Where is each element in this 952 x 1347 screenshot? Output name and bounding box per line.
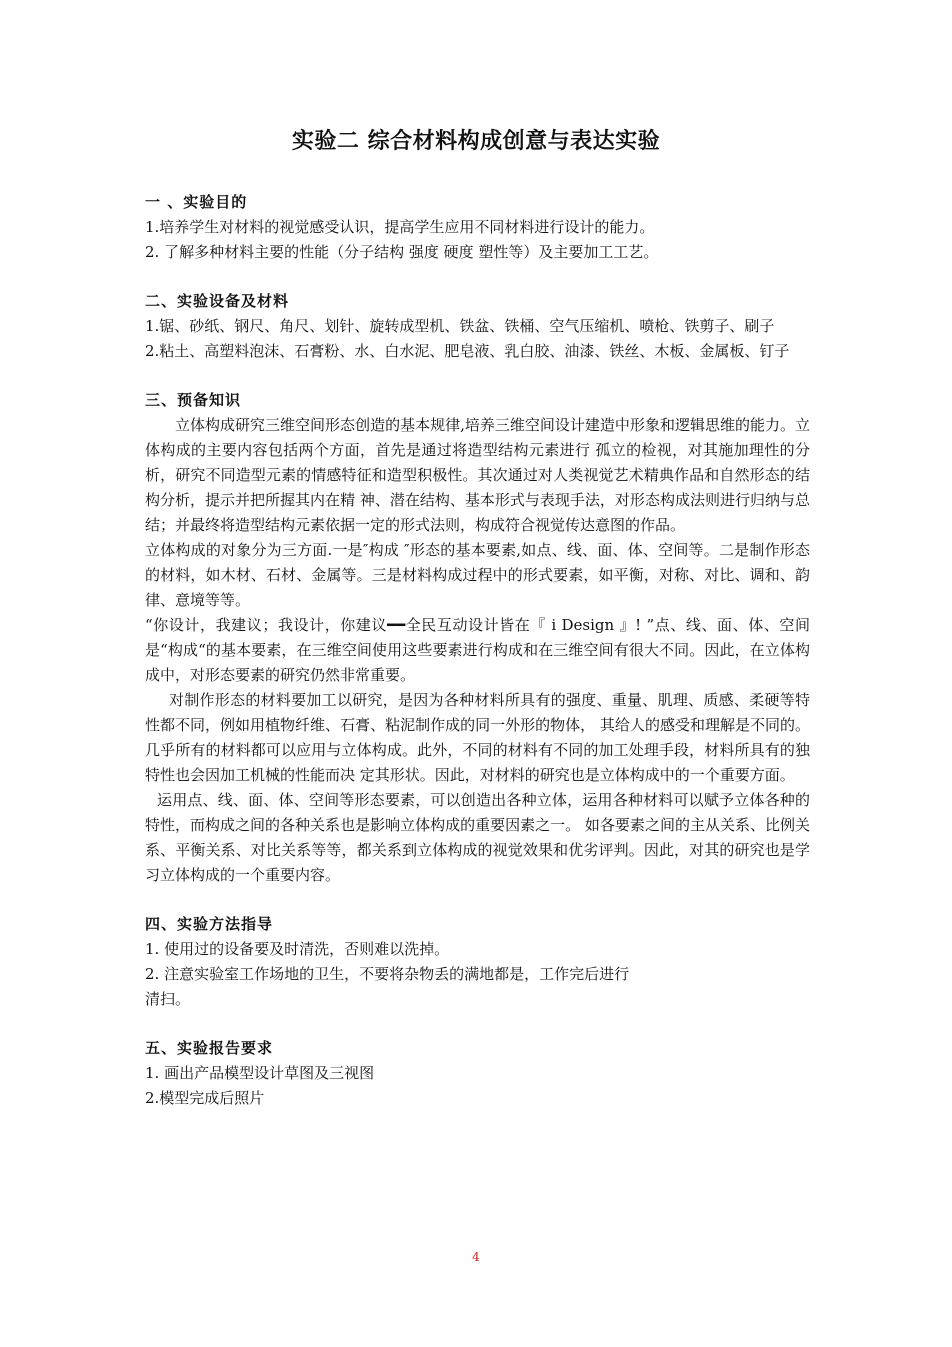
section-line: 2. 注意实验室工作场地的卫生，不要将杂物丢的满地都是，工作完后进行 xyxy=(145,965,630,983)
section-heading: 四、实验方法指导 xyxy=(145,915,274,933)
section-heading: 三、预备知识 xyxy=(145,391,242,409)
section-line: 1.培养学生对材料的视觉感受认识，提高学生应用不同材料进行设计的能力。 xyxy=(145,218,655,236)
section-line: 清扫。 xyxy=(145,990,191,1008)
paragraph: “你设计，我建议；我设计，你建议━━全民互动设计皆在『 i Design 』! ”点、线、面、体、空间是“构成“的基本要素，在三维空间使用这些要素进行构成和在三维空间有很大不同。因此，在立体构成中，对形态要素的研究仍然非常重要。 xyxy=(145,616,810,684)
section-line: 2. 了解多种材料主要的性能（分子结构 强度 硬度 塑性等）及主要加工工艺。 xyxy=(145,243,659,261)
section-purpose xyxy=(145,190,810,265)
section-equipment xyxy=(145,289,810,364)
section-line: 1. 使用过的设备要及时清洗，否则难以洗掉。 xyxy=(145,940,450,958)
section-heading: 一 、实验目的 xyxy=(145,193,248,211)
section-line: 1.锯、砂纸、钢尺、角尺、划针、旋转成型机、铁盆、铁桶、空气压缩机、喷枪、铁剪子、刷子 xyxy=(145,317,775,335)
section-heading: 二、实验设备及材料 xyxy=(145,292,290,310)
section-line: 2.粘土、高塑料泡沫、石膏粉、水、白水泥、肥皂液、乳白胶、油漆、铁丝、木板、金属板、钉子 xyxy=(145,342,790,360)
section-method xyxy=(145,912,810,1012)
document-title: 实验二 综合材料构成创意与表达实验 xyxy=(291,129,661,154)
document-body xyxy=(145,190,810,1135)
section-line: 2.模型完成后照片 xyxy=(145,1089,265,1107)
section-knowledge xyxy=(145,388,810,888)
section-heading: 五、实验报告要求 xyxy=(145,1039,274,1057)
paragraph: 对制作形态的材料要加工以研究，是因为各种材料所具有的强度、重量、肌理、质感、柔硬等特性都不同，例如用植物纤维、石膏、粘泥制作成的同一外形的物体， 其给人的感受和理解是不同的。几乎所有的材料都可以应用与立体构成。此外，不同的材料有不同的加工处理手段，材料所具有的独特性也会因加工机械的性能而决 定其形状。因此，对材料的研究也是立体构成中的一个重要方面。 xyxy=(145,691,810,784)
paragraph: 运用点、线、面、体、空间等形态要素，可以创造出各种立体，运用各种材料可以赋予立体各种的特性，而构成之间的各种关系也是影响立体构成的重要因素之一。 如各要素之间的主从关系、比例关系、平衡关系、对比关系等等，都关系到立体构成的视觉效果和优劣评判。因此，对其的研究也是学习立体构成的一个重要内容。 xyxy=(145,791,810,884)
paragraph: 立体构成研究三维空间形态创造的基本规律,培养三维空间设计建造中形象和逻辑思维的能力。立体构成的主要内容包括两个方面，首先是通过将造型结构元素进行 孤立的检视，对其施加理性的分析，研究不同造型元素的情感特征和造型积极性。其次通过对人类视觉艺术精典作品和自然形态的结构分析，提示并把所握其内在精 神、潜在结构、基本形式与表现手法，对形态构成法则进行归纳与总结；并最终将造型结构元素依据一定的形式法则，构成符合视觉传达意图的作品。 xyxy=(145,416,810,534)
section-line: 1. 画出产品模型设计草图及三视图 xyxy=(145,1064,375,1082)
section-report xyxy=(145,1036,810,1111)
paragraph: 立体构成的对象分为三方面.一是″构成 ″形态的基本要素,如点、线、面、体、空间等。二是制作形态的材料，如木材、石材、金属等。三是材料构成过程中的形式要素，如平衡，对称、对比、调和、韵律、意境等等。 xyxy=(145,541,810,609)
page-number: 4 xyxy=(472,1250,480,1264)
